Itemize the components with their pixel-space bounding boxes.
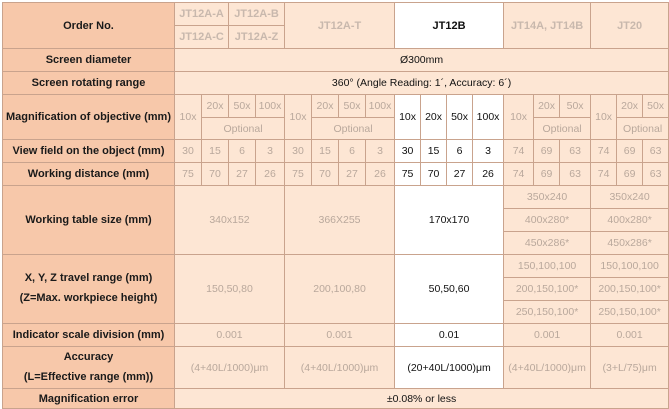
wd-t-1: 70 — [312, 163, 339, 186]
mag-b-50x: 50x — [447, 95, 473, 140]
mag-t-100x: 100x — [366, 95, 395, 118]
model-jt12a-t: JT12A-T — [285, 3, 395, 49]
wd-b-0: 75 — [395, 163, 421, 186]
wd-jt20-1: 69 — [617, 163, 643, 186]
label-xyz-stack — [3, 269, 174, 309]
mag-t-10x: 10x — [285, 95, 312, 140]
vf-t-2: 6 — [339, 140, 366, 163]
value-screen-rotating: 360° (Angle Reading: 1´, Accuracy: 6´) — [175, 72, 669, 95]
vf-t-0: 30 — [285, 140, 312, 163]
model-jt14: JT14A, JT14B — [504, 3, 591, 49]
model-jt12a-b: JT12A-B — [229, 3, 285, 26]
label-screen-rotating: Screen rotating range — [3, 72, 175, 95]
vf-jt14-0: 74 — [504, 140, 534, 163]
label-accuracy-line1: Accuracy — [63, 350, 114, 363]
xyz-jt20-0: 150,100,100 — [591, 255, 669, 278]
mag-a-10x: 10x — [175, 95, 202, 140]
mag-a-50x: 50x — [229, 95, 256, 118]
mag-jt14-10x: 10x — [504, 95, 534, 140]
wd-jt20-2: 63 — [643, 163, 669, 186]
wd-b-3: 26 — [473, 163, 504, 186]
wt-jt14-0: 350x240 — [504, 186, 591, 209]
mag-jt20-20x: 20x — [617, 95, 643, 118]
wd-jt14-2: 63 — [560, 163, 591, 186]
xyz-a: 150,50,80 — [175, 255, 285, 324]
wd-jt20-0: 74 — [591, 163, 617, 186]
ind-jt14: 0.001 — [504, 324, 591, 347]
vf-jt14-1: 69 — [534, 140, 560, 163]
wt-jt14-2: 450x286* — [504, 232, 591, 255]
wd-t-3: 26 — [366, 163, 395, 186]
xyz-jt14-1: 200,150,100* — [504, 278, 591, 301]
vf-a-2: 6 — [229, 140, 256, 163]
model-jt12a-c: JT12A-C — [175, 26, 229, 49]
vf-b-2: 6 — [447, 140, 473, 163]
vf-b-3: 3 — [473, 140, 504, 163]
spec-table — [2, 2, 669, 409]
label-accuracy-line2: (L=Effective range (mm)) — [23, 370, 154, 383]
acc-t: (4+40L/1000)μm — [285, 347, 395, 389]
mag-a-20x: 20x — [202, 95, 229, 118]
wt-b: 170x170 — [395, 186, 504, 255]
label-magnification: Magnification of objective (mm) — [3, 95, 175, 140]
ind-b: 0.01 — [395, 324, 504, 347]
label-xyz-line2: (Z=Max. workpiece height) — [19, 292, 158, 304]
mag-jt20-50x: 50x — [643, 95, 669, 118]
wt-jt20-0: 350x240 — [591, 186, 669, 209]
label-screen-diameter: Screen diameter — [3, 49, 175, 72]
mag-jt14-20x: 20x — [534, 95, 560, 118]
ind-a: 0.001 — [175, 324, 285, 347]
mag-t-20x: 20x — [312, 95, 339, 118]
acc-jt14: (4+40L/1000)μm — [504, 347, 591, 389]
label-accuracy-stack — [3, 348, 174, 388]
value-mag-error: ±0.08% or less — [175, 389, 669, 409]
wd-a-1: 70 — [202, 163, 229, 186]
label-working-table: Working table size (mm) — [3, 186, 175, 255]
mag-a-100x: 100x — [256, 95, 285, 118]
acc-b: (20+40L/1000)μm — [395, 347, 504, 389]
acc-a: (4+40L/1000)μm — [175, 347, 285, 389]
vf-jt20-1: 69 — [617, 140, 643, 163]
wt-jt20-1: 400x280* — [591, 209, 669, 232]
mag-t-50x: 50x — [339, 95, 366, 118]
label-mag-error: Magnification error — [3, 389, 175, 409]
vf-a-0: 30 — [175, 140, 202, 163]
label-view-field: View field on the object (mm) — [3, 140, 175, 163]
model-jt12b: JT12B — [395, 3, 504, 49]
value-screen-diameter: Ø300mm — [175, 49, 669, 72]
xyz-jt20-1: 200,150,100* — [591, 278, 669, 301]
mag-jt20-10x: 10x — [591, 95, 617, 140]
wd-a-0: 75 — [175, 163, 202, 186]
wd-a-3: 26 — [256, 163, 285, 186]
wt-jt20-2: 450x286* — [591, 232, 669, 255]
vf-t-3: 3 — [366, 140, 395, 163]
mag-b-100x: 100x — [473, 95, 504, 140]
vf-a-3: 3 — [256, 140, 285, 163]
wt-a: 340x152 — [175, 186, 285, 255]
order-no-header: Order No. — [3, 3, 175, 49]
xyz-jt14-0: 150,100,100 — [504, 255, 591, 278]
model-jt12a-z: JT12A-Z — [229, 26, 285, 49]
mag-b-10x: 10x — [395, 95, 421, 140]
wd-t-2: 27 — [339, 163, 366, 186]
wd-jt14-1: 69 — [534, 163, 560, 186]
ind-t: 0.001 — [285, 324, 395, 347]
label-working-distance: Working distance (mm) — [3, 163, 175, 186]
vf-t-1: 15 — [312, 140, 339, 163]
model-jt20: JT20 — [591, 3, 669, 49]
label-xyz — [3, 255, 175, 324]
mag-jt14-50x: 50x — [560, 95, 591, 118]
acc-jt20: (3+L/75)μm — [591, 347, 669, 389]
xyz-b: 50,50,60 — [395, 255, 504, 324]
mag-b-20x: 20x — [421, 95, 447, 140]
vf-jt20-0: 74 — [591, 140, 617, 163]
vf-a-1: 15 — [202, 140, 229, 163]
xyz-jt20-2: 250,150,100* — [591, 301, 669, 324]
vf-jt20-2: 63 — [643, 140, 669, 163]
wt-t: 366X255 — [285, 186, 395, 255]
label-xyz-line1: X, Y, Z travel range (mm) — [24, 272, 153, 285]
mag-t-optional: Optional — [312, 118, 395, 140]
xyz-jt14-2: 250,150,100* — [504, 301, 591, 324]
wd-b-1: 70 — [421, 163, 447, 186]
vf-jt14-2: 63 — [560, 140, 591, 163]
label-accuracy — [3, 347, 175, 389]
label-indicator: Indicator scale division (mm) — [3, 324, 175, 347]
model-jt12a-a: JT12A-A — [175, 3, 229, 26]
mag-jt20-optional: Optional — [617, 118, 669, 140]
wd-b-2: 27 — [447, 163, 473, 186]
vf-b-1: 15 — [421, 140, 447, 163]
wd-t-0: 75 — [285, 163, 312, 186]
mag-jt14-optional: Optional — [534, 118, 591, 140]
wt-jt14-1: 400x280* — [504, 209, 591, 232]
vf-b-0: 30 — [395, 140, 421, 163]
ind-jt20: 0.001 — [591, 324, 669, 347]
wd-a-2: 27 — [229, 163, 256, 186]
xyz-t: 200,100,80 — [285, 255, 395, 324]
wd-jt14-0: 74 — [504, 163, 534, 186]
mag-a-optional: Optional — [202, 118, 285, 140]
